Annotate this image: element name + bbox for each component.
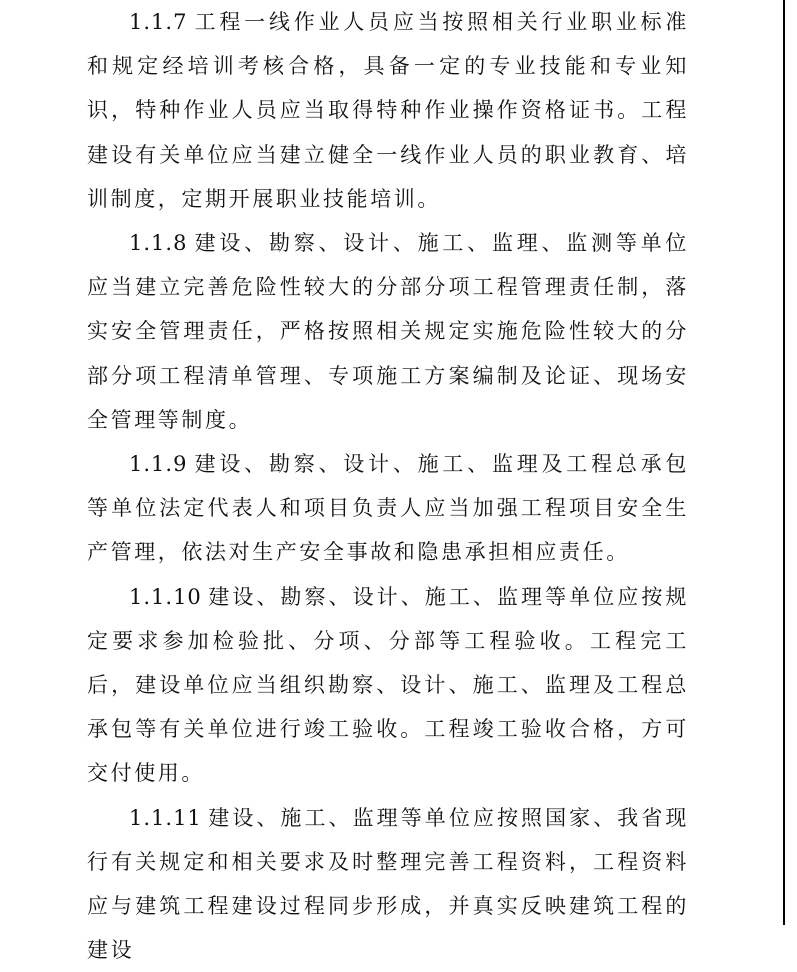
clause-1-1-7 — [87, 0, 689, 221]
clause-text: 建设、勘察、设计、施工、监理、监测等单位应当建立完善危险性较大的分部分项工程管理责任制，落实安全管理责任，严格按照相关规定实施危险性较大的分部分项工程清单管理、专项施工方案编制及论证、现场安全管理等制度。 — [87, 231, 689, 432]
clause-number: 1.1.11 — [129, 805, 202, 830]
clause-number: 1.1.9 — [129, 452, 188, 477]
document-body — [87, 0, 689, 972]
clause-text: 建设、施工、监理等单位应按照国家、我省现行有关规定和相关要求及时整理完善工程资料，工程资料应与建筑工程建设过程同步形成，并真实反映建筑工程的建设 — [87, 805, 689, 963]
clause-text: 建设、勘察、设计、施工、监理及工程总承包等单位法定代表人和项目负责人应当加强工程项目安全生产管理，依法对生产安全事故和隐患承担相应责任。 — [87, 452, 689, 565]
clause-1-1-9 — [87, 442, 689, 575]
clause-number: 1.1.10 — [129, 584, 202, 609]
clause-1-1-11 — [87, 796, 689, 972]
clause-text: 建设、勘察、设计、施工、监理等单位应按规定要求参加检验批、分项、分部等工程验收。工程完工后，建设单位应当组织勘察、设计、施工、监理及工程总承包等有关单位进行竣工验收。工程竣工验收合格，方可交付使用。 — [87, 584, 689, 786]
clause-number: 1.1.7 — [129, 10, 188, 34]
clause-1-1-10 — [87, 575, 689, 796]
clause-text: 工程一线作业人员应当按照相关行业职业标准和规定经培训考核合格，具备一定的专业技能和专业知识，特种作业人员应当取得特种作业操作资格证书。工程建设有关单位应当建立健全一线作业人员的职业教育、培训制度，定期开展职业技能培训。 — [87, 10, 689, 211]
clause-1-1-8 — [87, 221, 689, 442]
clause-number: 1.1.8 — [129, 231, 188, 256]
